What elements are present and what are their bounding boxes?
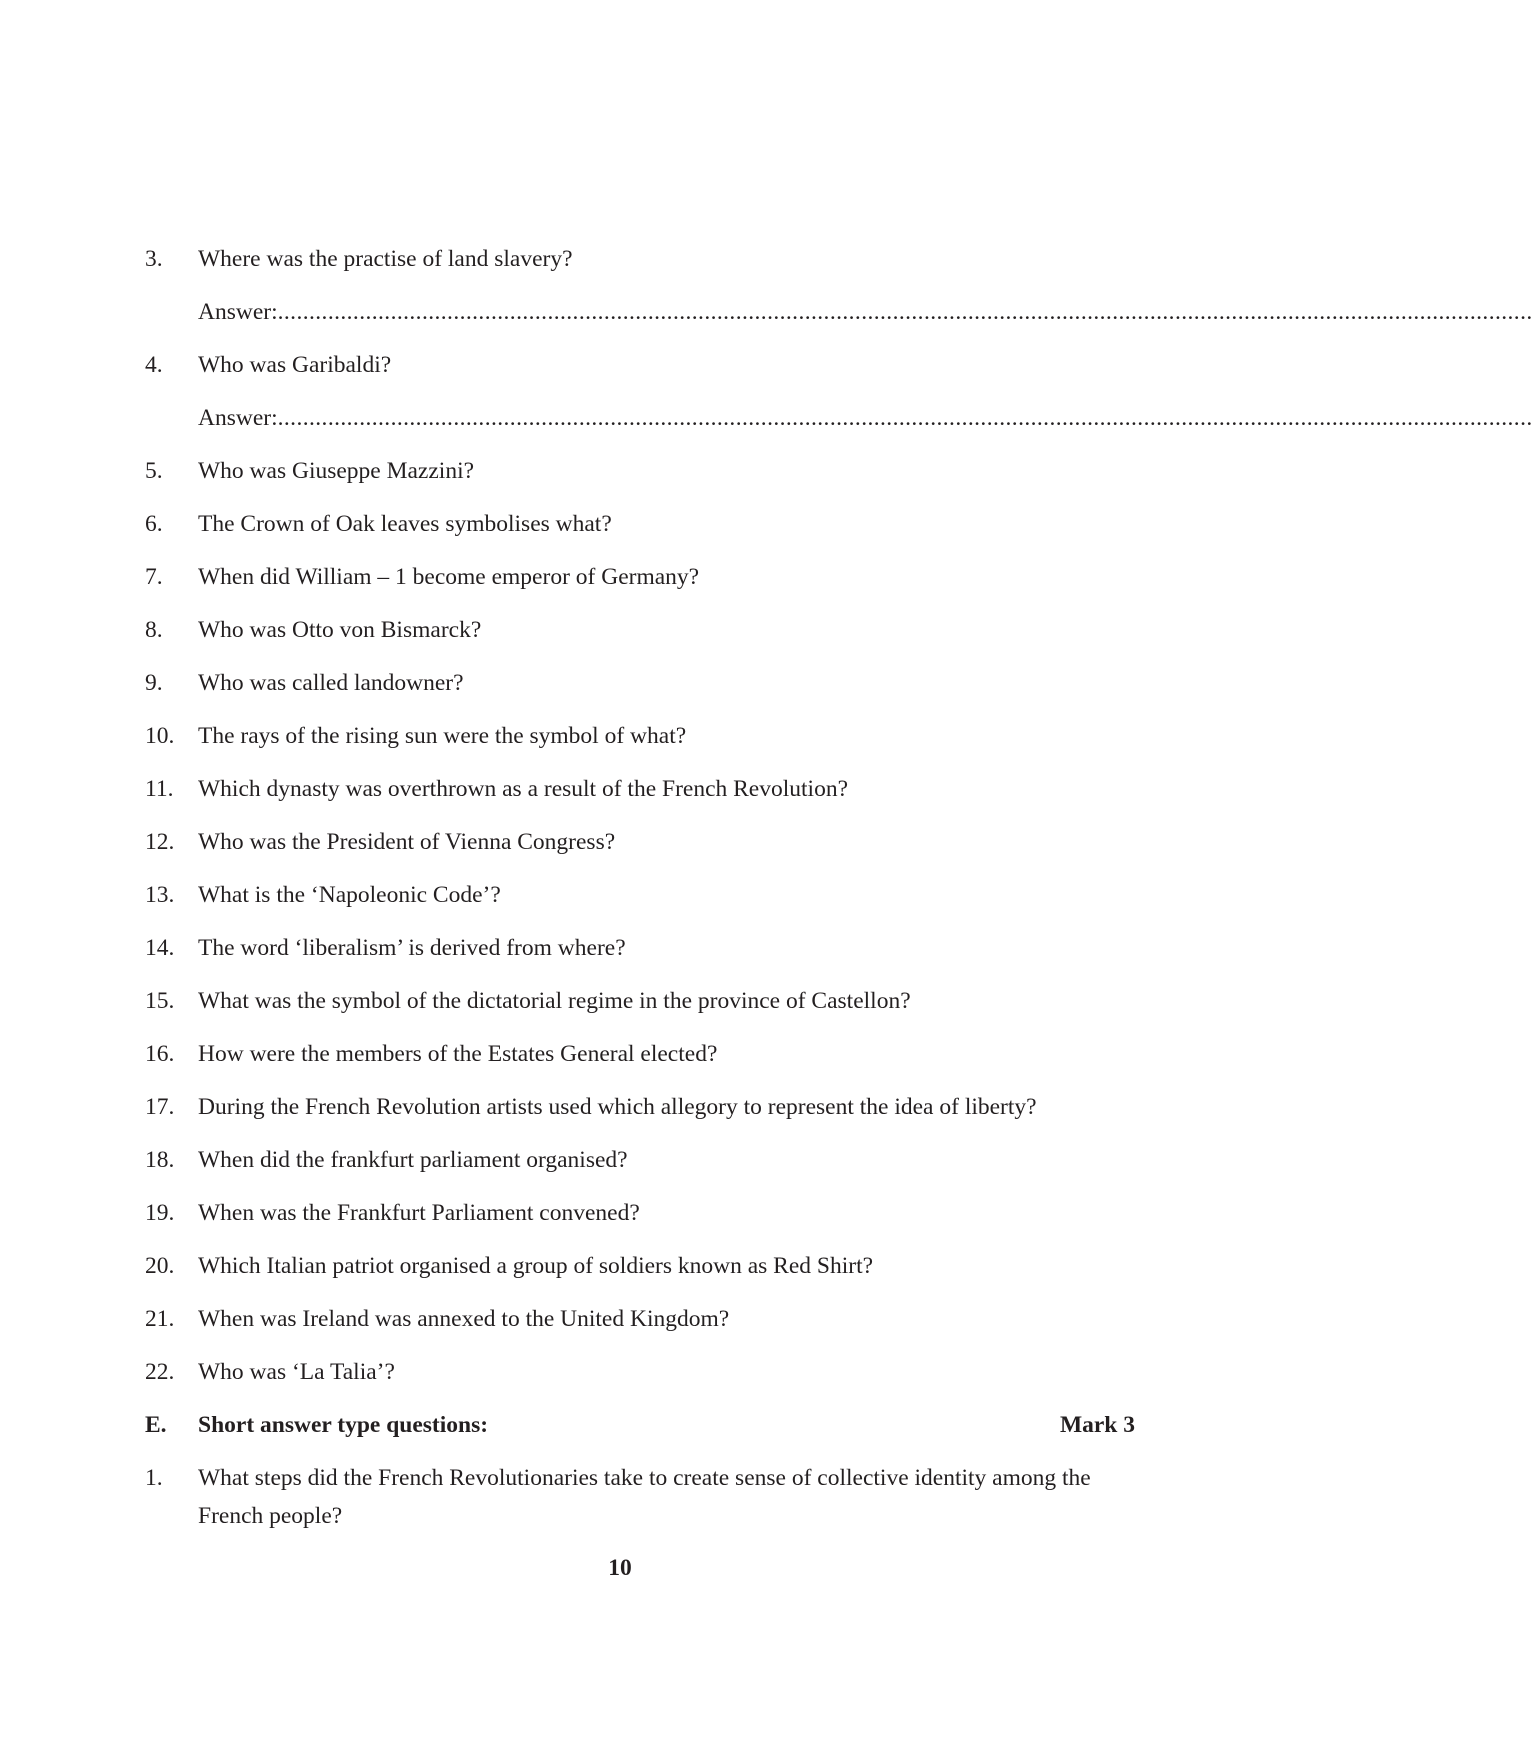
question-number: 20.	[145, 1253, 175, 1279]
answer-label: Answer:	[198, 405, 278, 431]
question-text: Which dynasty was overthrown as a result of the French Revolution?	[198, 776, 849, 802]
question-text: What was the symbol of the dictatorial regime in the province of Castellon?	[198, 988, 911, 1014]
question-text: What is the ‘Napoleonic Code’?	[198, 882, 501, 908]
question-number: 22.	[145, 1359, 175, 1385]
question-number: 1.	[145, 1465, 163, 1491]
question-text: What steps did the French Revolutionaries take to create sense of collective identity among the French people?	[198, 1465, 1091, 1529]
question-number: 16.	[145, 1041, 175, 1067]
question-list	[145, 240, 1533, 1535]
question-text: Who was the President of Vienna Congress?	[198, 829, 616, 855]
question-text: Where was the practise of land slavery?	[198, 246, 573, 272]
question-text: Who was called landowner?	[198, 670, 464, 696]
question-text: Which Italian patriot organised a group of soldiers known as Red Shirt?	[198, 1253, 874, 1279]
question-text: Who was Otto von Bismarck?	[198, 617, 482, 643]
question-number: 6.	[145, 511, 163, 537]
question-number: 13.	[145, 882, 175, 908]
question-item	[145, 770, 1135, 823]
question-text: Who was Giuseppe Mazzini?	[198, 458, 475, 484]
section-letter: E.	[145, 1412, 167, 1438]
question-number: 19.	[145, 1200, 175, 1226]
question-item	[145, 982, 1135, 1035]
question-number: 21.	[145, 1306, 175, 1332]
question-number: 10.	[145, 723, 175, 749]
question-number: 15.	[145, 988, 175, 1014]
question-text: The Crown of Oak leaves symbolises what?	[198, 511, 612, 537]
question-item	[145, 1194, 1135, 1247]
question-item	[145, 717, 1135, 770]
question-text: When was Ireland was annexed to the United Kingdom?	[198, 1306, 730, 1332]
answer-dotted-line: ........................................................................................................................................................................................................	[277, 299, 1533, 325]
question-item	[145, 823, 1135, 876]
question-number: 12.	[145, 829, 175, 855]
answer-dotted-line: ........................................................................................................................................................................................................	[277, 405, 1533, 431]
question-text: When did the frankfurt parliament organised?	[198, 1147, 628, 1173]
question-text: Who was ‘La Talia’?	[198, 1359, 395, 1385]
answer-line	[145, 399, 1533, 452]
question-item	[145, 1088, 1135, 1141]
question-number: 9.	[145, 670, 163, 696]
question-item	[145, 452, 1135, 505]
question-number: 5.	[145, 458, 163, 484]
question-item	[145, 1035, 1135, 1088]
section-heading	[145, 1406, 1135, 1459]
question-number: 4.	[145, 352, 163, 378]
question-number: 11.	[145, 776, 174, 802]
question-item	[145, 240, 1135, 293]
question-item	[145, 664, 1135, 717]
question-text: How were the members of the Estates General elected?	[198, 1041, 718, 1067]
question-text: Who was Garibaldi?	[198, 352, 392, 378]
question-item	[145, 1247, 1135, 1300]
question-item	[145, 1459, 1135, 1535]
answer-line	[145, 293, 1533, 346]
section-title-row	[198, 1406, 1135, 1444]
question-text: When did William – 1 become emperor of Germany?	[198, 564, 700, 590]
question-text: The word ‘liberalism’ is derived from where?	[198, 935, 626, 961]
question-text: When was the Frankfurt Parliament convened?	[198, 1200, 640, 1226]
question-item	[145, 558, 1135, 611]
question-item	[145, 346, 1135, 399]
question-number: 3.	[145, 246, 163, 272]
question-text: The rays of the rising sun were the symbol of what?	[198, 723, 687, 749]
section-title: Short answer type questions:	[198, 1412, 489, 1438]
question-item	[145, 1141, 1135, 1194]
question-item	[145, 611, 1135, 664]
question-item	[145, 505, 1135, 558]
question-number: 8.	[145, 617, 163, 643]
question-item	[145, 1300, 1135, 1353]
question-item	[145, 876, 1135, 929]
page-number: 10	[608, 1555, 632, 1581]
question-number: 7.	[145, 564, 163, 590]
question-number: 18.	[145, 1147, 175, 1173]
question-item	[145, 1353, 1135, 1406]
question-text: During the French Revolution artists used which allegory to represent the idea of liberty?	[198, 1094, 1037, 1120]
question-item	[145, 929, 1135, 982]
answer-label: Answer:	[198, 299, 278, 325]
question-number: 14.	[145, 935, 175, 961]
question-number: 17.	[145, 1094, 175, 1120]
section-marks: Mark 3	[1059, 1412, 1135, 1438]
